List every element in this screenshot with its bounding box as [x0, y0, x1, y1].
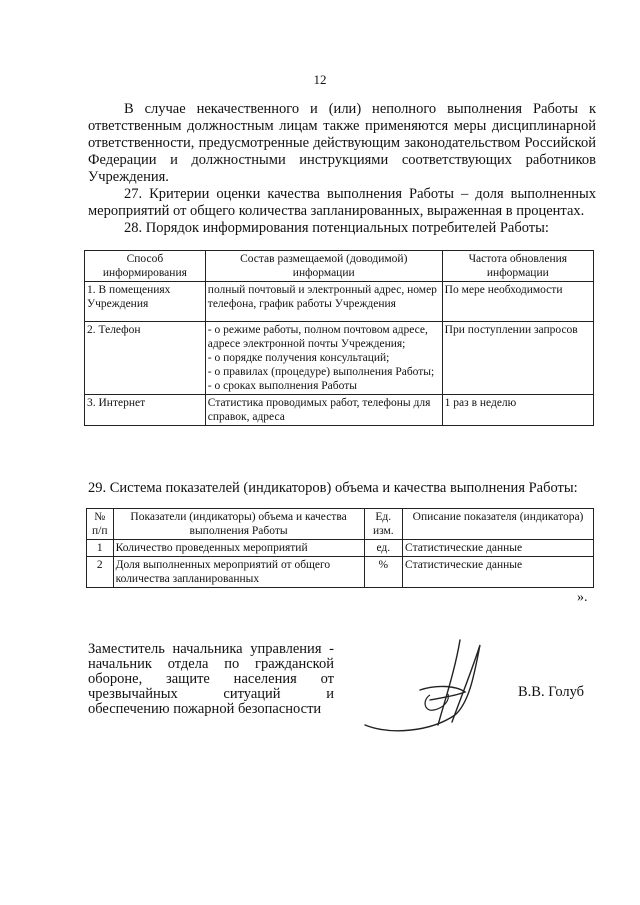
paragraph-text: В случае некачественного и (или) неполного выполнения Работы к ответственным должностным лицам также применяются меры дисциплинарной ответственности, предусмотренные действующим законодательством Российской Федерации и должностными инструкциями соответствующих работников Учреждения. — [88, 101, 596, 185]
column-header: Ед. изм. — [364, 509, 403, 540]
page-number: 12 — [313, 72, 327, 87]
signatory-title: Заместитель начальника управления - начальник отдела по гражданской обороне, защите населения от чрезвычайных ситуаций и обеспечению пожарной безопасности — [88, 641, 334, 717]
indicators-table — [86, 508, 594, 588]
table-cell: 2 — [87, 557, 114, 588]
paragraph-29: 29. Система показателей (индикаторов) объема и качества выполнения Работы: — [88, 480, 578, 496]
closing-quote: ». — [577, 590, 588, 605]
table-row — [87, 540, 594, 557]
table-row — [87, 557, 594, 588]
paragraph-27: 27. Критерии оценки качества выполнения Работы – доля выполненных мероприятий от общего количества запланированных, выраженная в процентах. — [88, 186, 596, 219]
table-cell: 2. Телефон — [85, 322, 206, 395]
table-header-row — [85, 251, 594, 282]
table-cell: Доля выполненных мероприятий от общего количества запланированных — [113, 557, 364, 588]
paragraph-quality-responsibility — [88, 101, 596, 186]
table-header-row — [87, 509, 594, 540]
table-cell: Статистика проводимых работ, телефоны для справок, адреса — [205, 395, 442, 426]
table-row — [85, 282, 594, 322]
column-header: Состав размещаемой (доводимой) информации — [205, 251, 442, 282]
signatory-name: В.В. Голуб — [518, 684, 585, 700]
table-cell: 3. Интернет — [85, 395, 206, 426]
table-cell: Количество проведенных мероприятий — [113, 540, 364, 557]
paragraph-28: 28. Порядок информирования потенциальных потребителей Работы: — [124, 220, 549, 236]
informing-table — [84, 250, 594, 426]
table-cell: Статистические данные — [403, 557, 594, 588]
column-header: Частота обновления информации — [442, 251, 593, 282]
table-cell: 1 — [87, 540, 114, 557]
table-cell: ед. — [364, 540, 403, 557]
table-cell: % — [364, 557, 403, 588]
table-cell: Статистические данные — [403, 540, 594, 557]
table-cell: По мере необходимости — [442, 282, 593, 322]
table-row — [85, 322, 594, 395]
table-cell: При поступлении запросов — [442, 322, 593, 395]
column-header: Способ информирования — [85, 251, 206, 282]
column-header: Показатели (индикаторы) объема и качества выполнения Работы — [113, 509, 364, 540]
column-header: Описание показателя (индикатора) — [403, 509, 594, 540]
table-cell: 1. В помещениях Учреждения — [85, 282, 206, 322]
table-cell: 1 раз в неделю — [442, 395, 593, 426]
table-cell: - о режиме работы, полном почтовом адресе, адресе электронной почты Учреждения; - о порядке получения консультаций; - о правилах (процедуре) выполнения Работы; - о сроках выполнения Работы — [205, 322, 442, 395]
column-header: № п/п — [87, 509, 114, 540]
handwritten-signature — [360, 630, 510, 740]
table-row — [85, 395, 594, 426]
table-cell: полный почтовый и электронный адрес, номер телефона, график работы Учреждения — [205, 282, 442, 322]
